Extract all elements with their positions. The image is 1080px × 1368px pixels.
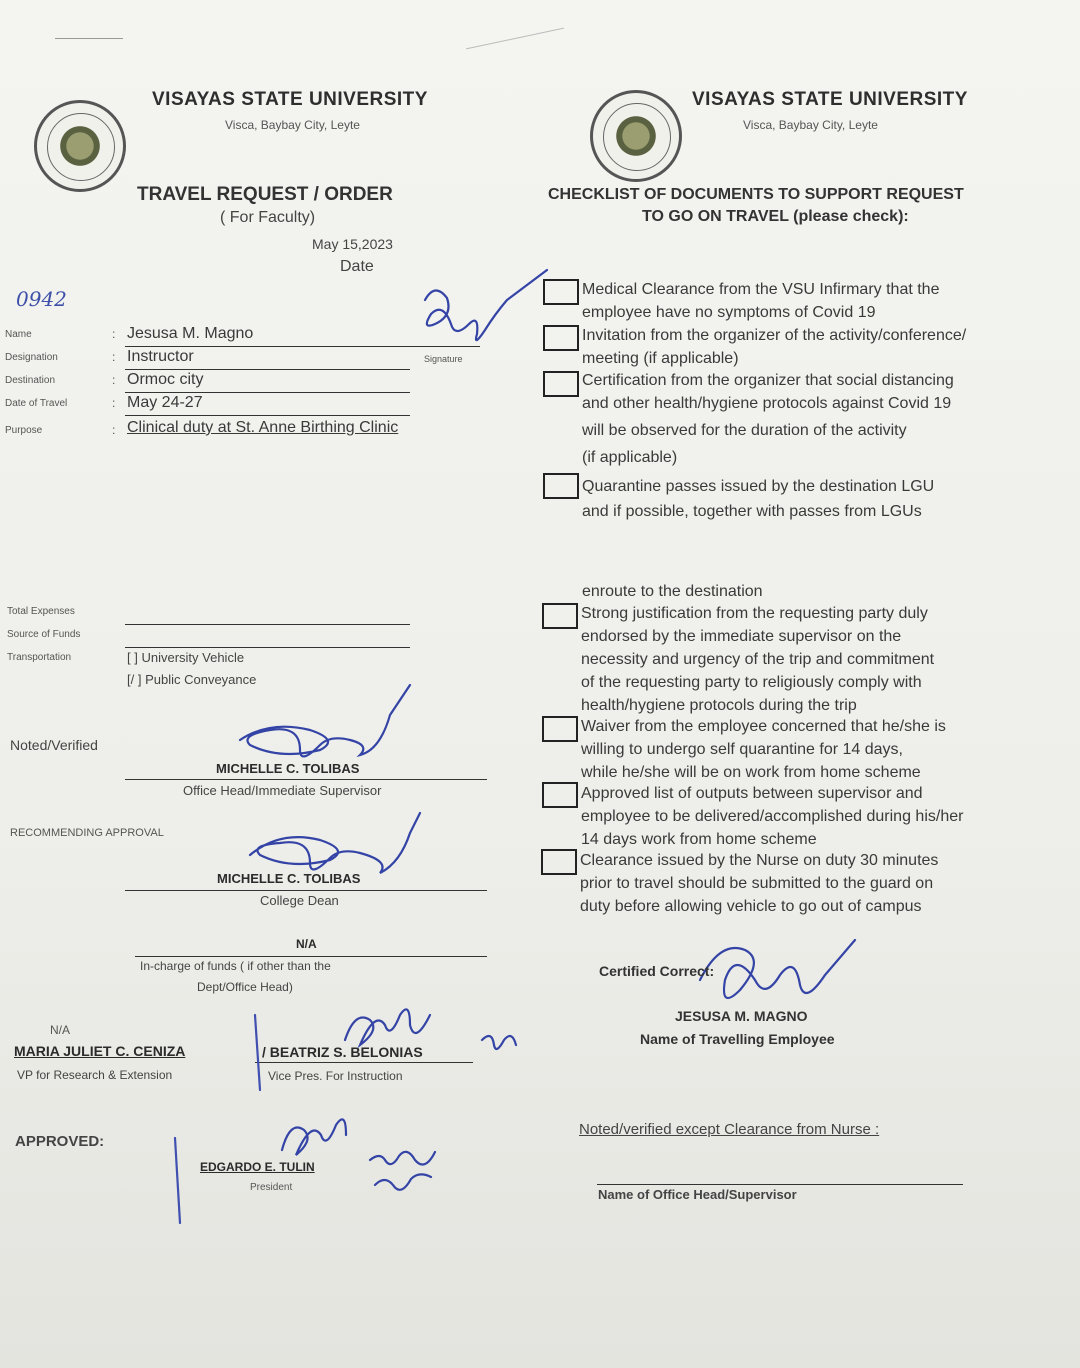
checklist-line: Waiver from the employee concerned that he/she is <box>581 718 946 735</box>
supervisor-name: MICHELLE C. TOLIBAS <box>216 761 360 776</box>
field-label-name: Name <box>5 329 32 340</box>
university-address-right: Visca, Baybay City, Leyte <box>743 118 878 132</box>
checklist-line: (if applicable) <box>582 449 678 466</box>
field-label-destination: Destination <box>5 375 56 386</box>
checklist-line: duty before allowing vehicle to go out of campus <box>580 898 922 915</box>
funds-incharge-role-2: Dept/Office Head) <box>197 980 293 994</box>
signature-president <box>282 1119 346 1155</box>
colon-5: : <box>112 423 116 437</box>
colon-4: : <box>112 396 116 410</box>
vp-research-na: N/A <box>50 1023 71 1037</box>
signature-vp-research-line <box>255 1015 260 1090</box>
recommending-approval-label: RECOMMENDING APPROVAL <box>10 827 164 839</box>
signature-vp-instruction <box>345 1009 430 1045</box>
office-head-label: Name of Office Head/Supervisor <box>598 1187 797 1202</box>
checkbox-strong-justification[interactable] <box>542 603 578 629</box>
transport-mark: [/ ] <box>127 672 142 687</box>
transportation-label: Transportation <box>7 652 72 663</box>
field-value-purpose: Clinical duty at St. Anne Birthing Clinic <box>127 419 399 436</box>
checkbox-nurse-clearance[interactable] <box>541 849 577 875</box>
dean-name: MICHELLE C. TOLIBAS <box>217 871 361 886</box>
checklist-item-enroute <box>582 580 763 603</box>
checklist-line: endorsed by the immediate supervisor on the <box>581 628 902 645</box>
travelling-employee-role: Name of Travelling Employee <box>640 1031 835 1047</box>
checklist-line: 14 days work from home scheme <box>581 831 817 848</box>
form-title: TRAVEL REQUEST / ORDER <box>137 184 393 205</box>
colon-1: : <box>112 327 116 341</box>
university-seal-right <box>590 90 682 182</box>
checklist-line: Certification from the organizer that social distancing <box>582 372 954 389</box>
field-value-name: Jesusa M. Magno <box>127 325 254 342</box>
checklist-item-quarantine-passes <box>582 475 934 523</box>
checklist-title: CHECKLIST OF DOCUMENTS TO SUPPORT REQUEST <box>548 186 964 203</box>
noted-except-nurse: Noted/verified except Clearance from Nurse : <box>579 1121 880 1138</box>
signature-employee-top <box>425 270 547 340</box>
checklist-line: Clearance issued by the Nurse on duty 30 minutes <box>580 852 939 869</box>
university-name-left: VISAYAS STATE UNIVERSITY <box>152 89 428 110</box>
checklist-item-nurse-clearance <box>580 849 938 918</box>
checklist-line: Strong justification from the requesting party duly <box>581 605 928 622</box>
signature-label: Signature <box>424 354 463 364</box>
signature-vp-note <box>482 1036 516 1049</box>
checklist-line: and if possible, together with passes from LGUs <box>582 503 922 520</box>
checklist-subtitle: TO GO ON TRAVEL (please check): <box>642 208 909 225</box>
checklist-line: and other health/hygiene protocols against Covid 19 <box>582 395 952 412</box>
checklist-line: willing to undergo self quarantine for 14 days, <box>581 741 903 758</box>
transport-label: Public Conveyance <box>145 672 257 687</box>
checklist-line: necessity and urgency of the trip and commitment <box>581 651 935 668</box>
dean-role: College Dean <box>260 893 339 908</box>
checklist-item-medical-clearance <box>582 278 939 324</box>
certified-correct-label: Certified Correct: <box>599 963 715 979</box>
university-name-right: VISAYAS STATE UNIVERSITY <box>692 89 968 110</box>
field-value-destination: Ormoc city <box>127 371 204 388</box>
supervisor-role: Office Head/Immediate Supervisor <box>183 783 382 798</box>
checkbox-waiver[interactable] <box>542 716 578 742</box>
checklist-line: meeting (if applicable) <box>582 350 739 367</box>
transport-mark: [ ] <box>127 650 138 665</box>
field-label-date-of-travel: Date of Travel <box>5 398 68 409</box>
checklist-item-approved-outputs <box>581 782 963 851</box>
checklist-line: Approved list of outputs between supervisor and <box>581 785 923 802</box>
checklist-line: health/hygiene protocols during the trip <box>581 697 857 714</box>
approved-label: APPROVED: <box>15 1133 105 1150</box>
checklist-line: employee to be delivered/accomplished during his/her <box>581 808 964 825</box>
total-expenses-label: Total Expenses <box>7 606 75 617</box>
handwritten-note: 0942 <box>16 287 67 311</box>
checklist-line: Invitation from the organizer of the activity/conference/ <box>582 327 967 344</box>
source-of-funds-label: Source of Funds <box>7 629 81 640</box>
signature-employee-bottom <box>700 940 855 998</box>
checkbox-approved-outputs[interactable] <box>542 782 578 808</box>
vp-research-name: MARIA JULIET C. CENIZA <box>14 1043 186 1059</box>
university-address-left: Visca, Baybay City, Leyte <box>225 118 360 132</box>
president-role: President <box>250 1182 293 1193</box>
vp-instruction-name: / BEATRIZ S. BELONIAS <box>262 1044 423 1060</box>
checkbox-certification[interactable] <box>543 371 579 397</box>
transport-label: University Vehicle <box>141 650 245 665</box>
checkbox-quarantine-passes[interactable] <box>543 473 579 499</box>
checklist-line: Quarantine passes issued by the destination LGU <box>582 478 935 495</box>
checklist-item-certification <box>582 369 954 469</box>
vp-instruction-role: Vice Pres. For Instruction <box>268 1069 403 1083</box>
signature-dean <box>250 813 420 873</box>
checklist-line: of the requesting party to religiously comply with <box>581 674 922 691</box>
checklist-item-waiver <box>581 715 946 784</box>
checklist-line: enroute to the destination <box>582 583 763 600</box>
signature-president-note <box>370 1152 435 1190</box>
president-name: EDGARDO E. TULIN <box>200 1160 315 1174</box>
checklist-item-strong-justification <box>581 602 934 717</box>
funds-incharge-value: N/A <box>296 937 317 951</box>
date-value: May 15,2023 <box>312 236 393 252</box>
signature-president-line <box>175 1138 180 1223</box>
checkbox-medical-clearance[interactable] <box>543 279 579 305</box>
field-label-designation: Designation <box>5 352 58 363</box>
checklist-line: Medical Clearance from the VSU Infirmary that the <box>582 281 940 298</box>
checklist-item-invitation <box>582 324 966 370</box>
colon-2: : <box>112 350 116 364</box>
checklist-line: employee have no symptoms of Covid 19 <box>582 304 876 321</box>
checklist-line: will be observed for the duration of the activity <box>582 422 907 439</box>
field-value-date-of-travel: May 24-27 <box>127 394 203 411</box>
signature-supervisor <box>240 685 410 756</box>
vp-research-role: VP for Research & Extension <box>17 1068 173 1082</box>
field-label-purpose: Purpose <box>5 425 43 436</box>
colon-3: : <box>112 373 116 387</box>
checkbox-invitation[interactable] <box>543 325 579 351</box>
travelling-employee-name: JESUSA M. MAGNO <box>675 1008 808 1024</box>
office-head-underline <box>597 1184 963 1185</box>
checklist-line: prior to travel should be submitted to the guard on <box>580 875 934 892</box>
field-value-designation: Instructor <box>127 348 194 365</box>
date-label: Date <box>340 258 374 275</box>
noted-verified-label: Noted/Verified <box>10 737 98 753</box>
form-subtitle: ( For Faculty) <box>220 209 316 226</box>
funds-incharge-role: In-charge of funds ( if other than the <box>140 959 331 973</box>
checklist-line: while he/she will be on work from home scheme <box>581 764 921 781</box>
